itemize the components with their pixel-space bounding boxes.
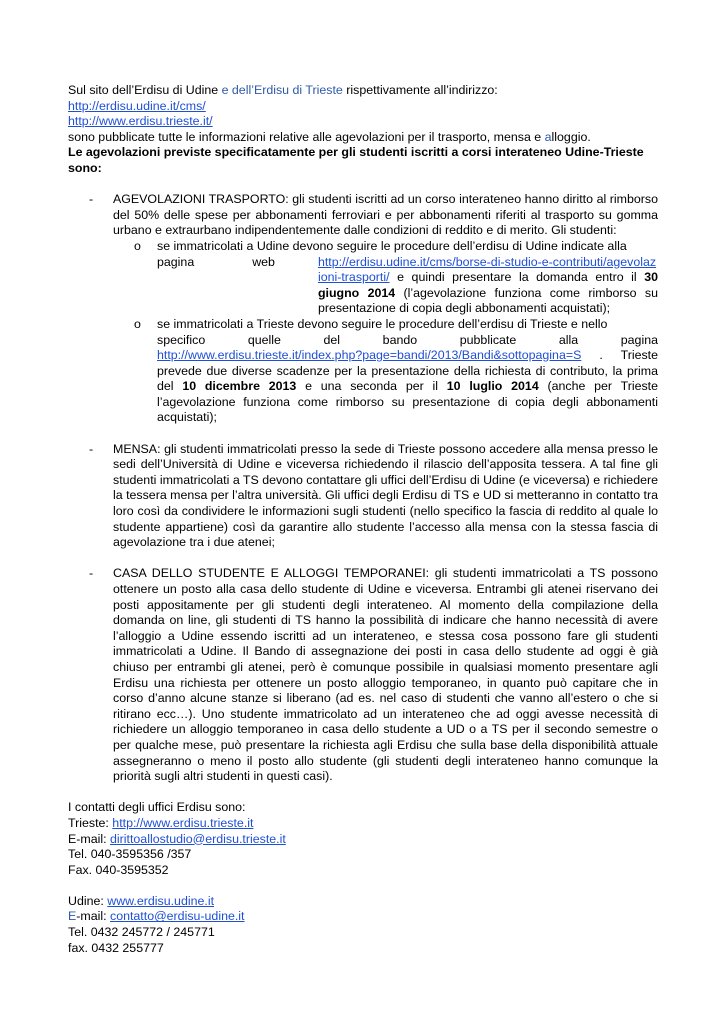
sub2-deadline-1: 10 dicembre 2013	[182, 379, 297, 394]
sub2-word-1: specifico	[157, 332, 206, 347]
trieste-tel: Tel. 040-3595356 /357	[68, 847, 192, 862]
sub1-word-pagina: pagina	[157, 254, 195, 269]
intro-trieste-text: e dell’Erdisu di Trieste	[218, 83, 343, 97]
sub1-line-2	[157, 255, 658, 317]
sub2-word-4: bando	[382, 332, 418, 347]
casa-text: CASA DELLO STUDENTE E ALLOGGI TEMPORANEI: gli studenti immatricolati a TS possono ottenere un posto alla casa dello studente di Udine e viceversa. Entrambi gli atenei riservano dei posti appositamente per gli studenti degli interateneo. Al momento della compilazione della domanda on line, gli studenti di TS hanno la possibilità di indicare che hanno necessità di avere l’alloggio a Udine essendo iscritti ad un interateneo, e stessa cosa possono fare gli studenti immatricolati a Udine. Il Bando di assegnazione dei posti in casa dello studente ad oggi è già chiuso per entrambi gli atenei, però è comunque possibile in qualsiasi momento presentare agli Erdisu una richiesta per ottenere un posto alloggio temporaneo, in quanto può capitare che in corso d’anno alcune stanze si liberano (ad es. nel caso di studenti che vanno all’estero o che si ritirano ecc…). Uno studente immatricolato ad un interateneo che ad oggi avesse necessità di richiedere un alloggio temporaneo in casa dello studente a UD o a TS per il secondo semestre o per qualche mese, può presentare la richiesta agli Erdisu che sulla base della disponibilità attuale assegneranno o meno il posto allo studente (gli studenti degli interateneo hanno comunque la priorità sugli altri studenti in questi casi).	[113, 566, 658, 784]
sub2-word-7: pagina	[620, 332, 658, 347]
sub2-text-d: (anche per Trieste l’agevolazione funziona come rimborso su presentazione di copia degli abbonamenti acquistati);	[157, 379, 659, 425]
sub2-word-2: quelle	[247, 332, 281, 347]
trieste-website-link[interactable]: http://www.erdisu.trieste.it	[112, 815, 254, 830]
subbullet-mark: o	[134, 316, 141, 331]
sub2-word-6: alla	[558, 332, 579, 347]
udine-label: Udine:	[68, 893, 108, 908]
trieste-email-line	[68, 832, 658, 848]
intro-text-4-end: lloggio.	[551, 129, 591, 144]
intro-line-1	[68, 83, 658, 99]
bullet-dash: -	[89, 566, 94, 581]
trieste-label: Trieste:	[68, 815, 113, 830]
intro-text-4: sono pubblicate tutte le informazioni relative alle agevolazioni per il trasporto, mensa e	[68, 129, 545, 144]
bullet-dash: -	[89, 441, 94, 456]
contatti-header: I contatti degli uffici Erdisu sono:	[68, 800, 246, 815]
sub2-line-1: se immatricolati a Trieste devono seguire le procedure dell’erdisu di Trieste e nello	[157, 316, 608, 331]
sub1-line-1	[157, 239, 658, 255]
intro-letter-a: a	[544, 129, 552, 144]
sub1-text-b: e quindi presentare la domanda entro il	[389, 270, 645, 285]
sub1-deadline: 30 giugno 2014	[317, 270, 658, 300]
bullet-dash: -	[89, 192, 94, 207]
sub1-text: se immatricolati a Udine devono seguire le procedure dell’erdisu di Udine indicate alla	[157, 238, 627, 253]
intro-text-end: rispettivamente all’indirizzo:	[342, 83, 498, 97]
trieste-email-link[interactable]: dirittoallostudio@erdisu.trieste.it	[110, 831, 286, 846]
sub2-rest	[157, 348, 658, 426]
trieste-email-label: E-mail:	[68, 831, 110, 846]
udine-email-label: -mail:	[76, 909, 110, 924]
intro-text: Sul sito dell’Erdisu di Udine	[68, 83, 219, 97]
intro-line-4	[68, 130, 658, 146]
udine-email-label-e: E	[68, 909, 77, 924]
sub2-word-3: del	[323, 332, 341, 347]
mensa-text: MENSA: gli studenti immatricolati presso la sede di Trieste possono accedere alla mensa presso le sedi dell’Università di Udine e viceversa richiedendo il rilascio dell’apposita tessera. A tal fine gli studenti immatricolati a TS devono contattare gli uffici dell’Erdisu di Udine (e viceversa) e richiedere la tessera mensa per l’altra università. Gli uffici degli Erdisu di TS e UD si metteranno in contatto tra loro così da condividere le informazioni sugli studenti (nello specifico la fascia di reddito al quale lo studente appartiene) così da garantire allo studente l’accesso alla mensa con la stessa fascia di agevolazione tra i due atenei;	[113, 441, 658, 550]
bullet-casa	[68, 566, 658, 784]
sub1-text-c: (l’agevolazione funziona come rimborso su presentazione di copia degli abbonamenti acquistati);	[317, 285, 658, 316]
erdisu-trieste-link[interactable]: http://www.erdisu.trieste.it/	[68, 114, 213, 129]
intro-heading: Le agevolazioni previste specificatamente per gli studenti iscritti a corsi interateneo Udine-Trieste sono:	[68, 145, 644, 175]
erdisu-udine-cms-link[interactable]: http://erdisu.udine.it/cms/	[68, 98, 206, 113]
document-page	[68, 83, 658, 956]
udine-website-link[interactable]: www.erdisu.udine.it	[107, 893, 215, 908]
udine-tel: Tel. 0432 245772 / 245771	[68, 925, 215, 940]
udine-email-line	[68, 909, 658, 925]
trasporto-text: AGEVOLAZIONI TRASPORTO: gli studenti iscritti ad un corso interateneo hanno diritto al rimborso del 50% delle spese per abbonamenti ferroviari e per abbonamenti riferiti al trasporto su gomma urbano e extraurbano indipendentemente dalle condizioni di reddito e di merito. Gli studenti:	[113, 192, 658, 238]
bullet-mensa	[68, 442, 658, 551]
udine-fax: fax. 0432 255777	[68, 940, 164, 955]
sub2-text-b: . Trieste prevede due diverse scadenze per la presentazione della richiesta di contributo, la prima del	[157, 348, 658, 394]
trieste-fax: Fax. 040-3595352	[68, 862, 169, 877]
sub1-word-web: web	[252, 254, 275, 269]
subbullet-trieste	[68, 317, 658, 426]
udine-email-link[interactable]: contatto@erdisu-udine.it	[110, 909, 245, 924]
sub2-word-5: pubblicate	[459, 332, 517, 347]
udine-trasporti-link[interactable]: http://erdisu.udine.it/cms/borse-di-studio-e-contributi/agevolazioni-trasporti/	[317, 254, 657, 285]
subbullet-mark: o	[134, 238, 141, 253]
sub2-deadline-2: 10 luglio 2014	[446, 379, 539, 394]
trieste-web-line	[68, 816, 658, 832]
sub2-text-c: e una seconda per il	[296, 379, 447, 394]
sub2-line-2	[157, 333, 658, 349]
subbullet-udine	[68, 239, 658, 317]
udine-web-line	[68, 894, 658, 910]
trieste-bandi-link[interactable]: http://www.erdisu.trieste.it/index.php?page=bandi/2013/Bandi&sottopagina=S	[157, 348, 582, 363]
bullet-trasporto	[68, 192, 658, 239]
